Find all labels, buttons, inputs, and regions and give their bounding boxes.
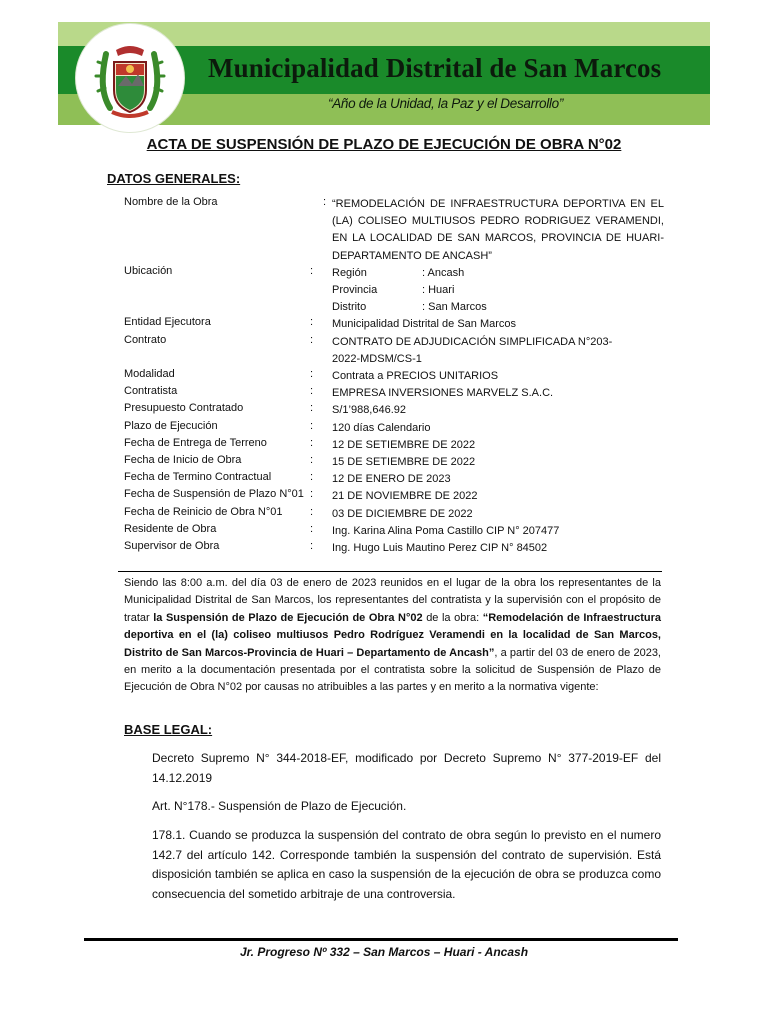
footer-address: Jr. Progreso Nº 332 – San Marcos – Huari - Ancash: [239, 945, 529, 959]
info-row-ubicacion: [124, 265, 664, 317]
info-row: Residente de Obra : Ing. Karina Alina Poma Castillo CIP N° 207477: [124, 522, 560, 537]
info-label: Nombre de la Obra: [124, 196, 218, 208]
section-divider: [118, 571, 662, 572]
info-label: Ubicación: [124, 264, 173, 277]
info-row: Fecha de Reinicio de Obra N°01 : 03 DE DICIEMBRE DE 2022: [124, 505, 473, 520]
location-block: [332, 265, 664, 317]
info-row: Plazo de Ejecución : 120 días Calendario: [124, 419, 431, 434]
general-data-heading: DATOS GENERALES:: [107, 171, 241, 186]
municipal-crest-logo: [76, 24, 184, 132]
info-row: Fecha de Suspensión de Plazo N°01 : 21 DE NOVIEMBRE DE 2022: [124, 488, 478, 503]
meeting-paragraph: Siendo las 8:00 a.m. del día 03 de enero de 2023 reunidos en el lugar de la obra los representantes de la Municipalidad Distrital de San Marcos, los representantes del contratista y la supervisión con el propósito de tratar la Suspensión de Plazo de Ejecución de Obra N°02 de la obra: “Remodelación de Infraestructura deportiva en el (la) coliseo multiusos Pedro Rodríguez Veramendi en la localidad de San Marcos, Distrito de San Marcos-Provincia de Huari – Departamento de Ancash”, a partir del 03 de enero de 2023, en merito a la documentación presentada por el contratista sobre la solicitud de Suspensión de Plazo de Ejecución de Obra N°02 por causas no atribuibles a las partes y en merito a la normativa vigente:: [124, 577, 661, 694]
info-row: Modalidad : Contrata a PRECIOS UNITARIOS: [124, 368, 499, 383]
legal-decree: Decreto Supremo N° 344-2018-EF, modificado por Decreto Supremo N° 377-2019-EF del 14.12.2019: [152, 751, 661, 785]
info-value: “REMODELACIÓN DE INFRAESTRUCTURA DEPORTIVA EN EL (LA) COLISEO MULTIUSOS PEDRO RODRIGUEZ VERAMENDI, EN LA LOCALIDAD DE SAN MARCOS, PROVINCIA DE HUARI- DEPARTAMENTO DE ANCASH”: [332, 198, 664, 262]
info-colon: :: [323, 196, 327, 208]
info-row: Fecha de Termino Contractual : 12 DE ENERO DE 2023: [124, 471, 451, 486]
info-row: Supervisor de Obra : Ing. Hugo Luis Mautino Perez CIP N° 84502: [124, 540, 548, 555]
document-title: ACTA DE SUSPENSIÓN DE PLAZO DE EJECUCIÓN DE OBRA N°02: [146, 136, 622, 153]
legal-basis-heading: BASE LEGAL:: [124, 722, 213, 737]
info-row-obra: [124, 196, 664, 265]
info-row: Presupuesto Contratado : S/1’988,646.92: [124, 402, 407, 417]
institution-name: Municipalidad Distrital de San Marcos: [208, 53, 662, 83]
info-row: Fecha de Inicio de Obra : 15 DE SETIEMBRE DE 2022: [124, 454, 476, 469]
location-district: Distrito : San Marcos: [332, 301, 487, 314]
info-row: Fecha de Entrega de Terreno : 12 DE SETIEMBRE DE 2022: [124, 436, 476, 451]
info-row: Contratista : EMPRESA INVERSIONES MARVELZ S.A.C.: [124, 385, 554, 400]
letterhead: [58, 22, 710, 125]
location-region: Región : Ancash: [332, 266, 465, 279]
crest-icon: [76, 24, 184, 132]
footer-divider: [84, 938, 678, 941]
location-province: Provincia : Huari: [332, 284, 455, 297]
legal-article: Art. N°178.- Suspensión de Plazo de Ejecución.: [152, 799, 407, 813]
info-row: Contrato : CONTRATO DE ADJUDICACIÓN SIMPLIFICADA N°203-2022-MDSM/CS-1: [124, 333, 613, 365]
info-row: Entidad Ejecutora : Municipalidad Distrital de San Marcos: [124, 316, 517, 331]
info-colon: :: [310, 264, 314, 277]
institution-motto: “Año de la Unidad, la Paz y el Desarrollo”: [328, 96, 564, 111]
general-data-table: [124, 196, 664, 557]
legal-clause: 178.1. Cuando se produzca la suspensión del contrato de obra según lo previsto en el numero 142.7 del artículo 142. Corresponde también la suspensión del contrato de supervisión. Está disposición también se aplica en caso la suspensión de la ejecución de obra se produzca como consecuencia del sometido arbitraje de una controversia.: [152, 828, 661, 901]
